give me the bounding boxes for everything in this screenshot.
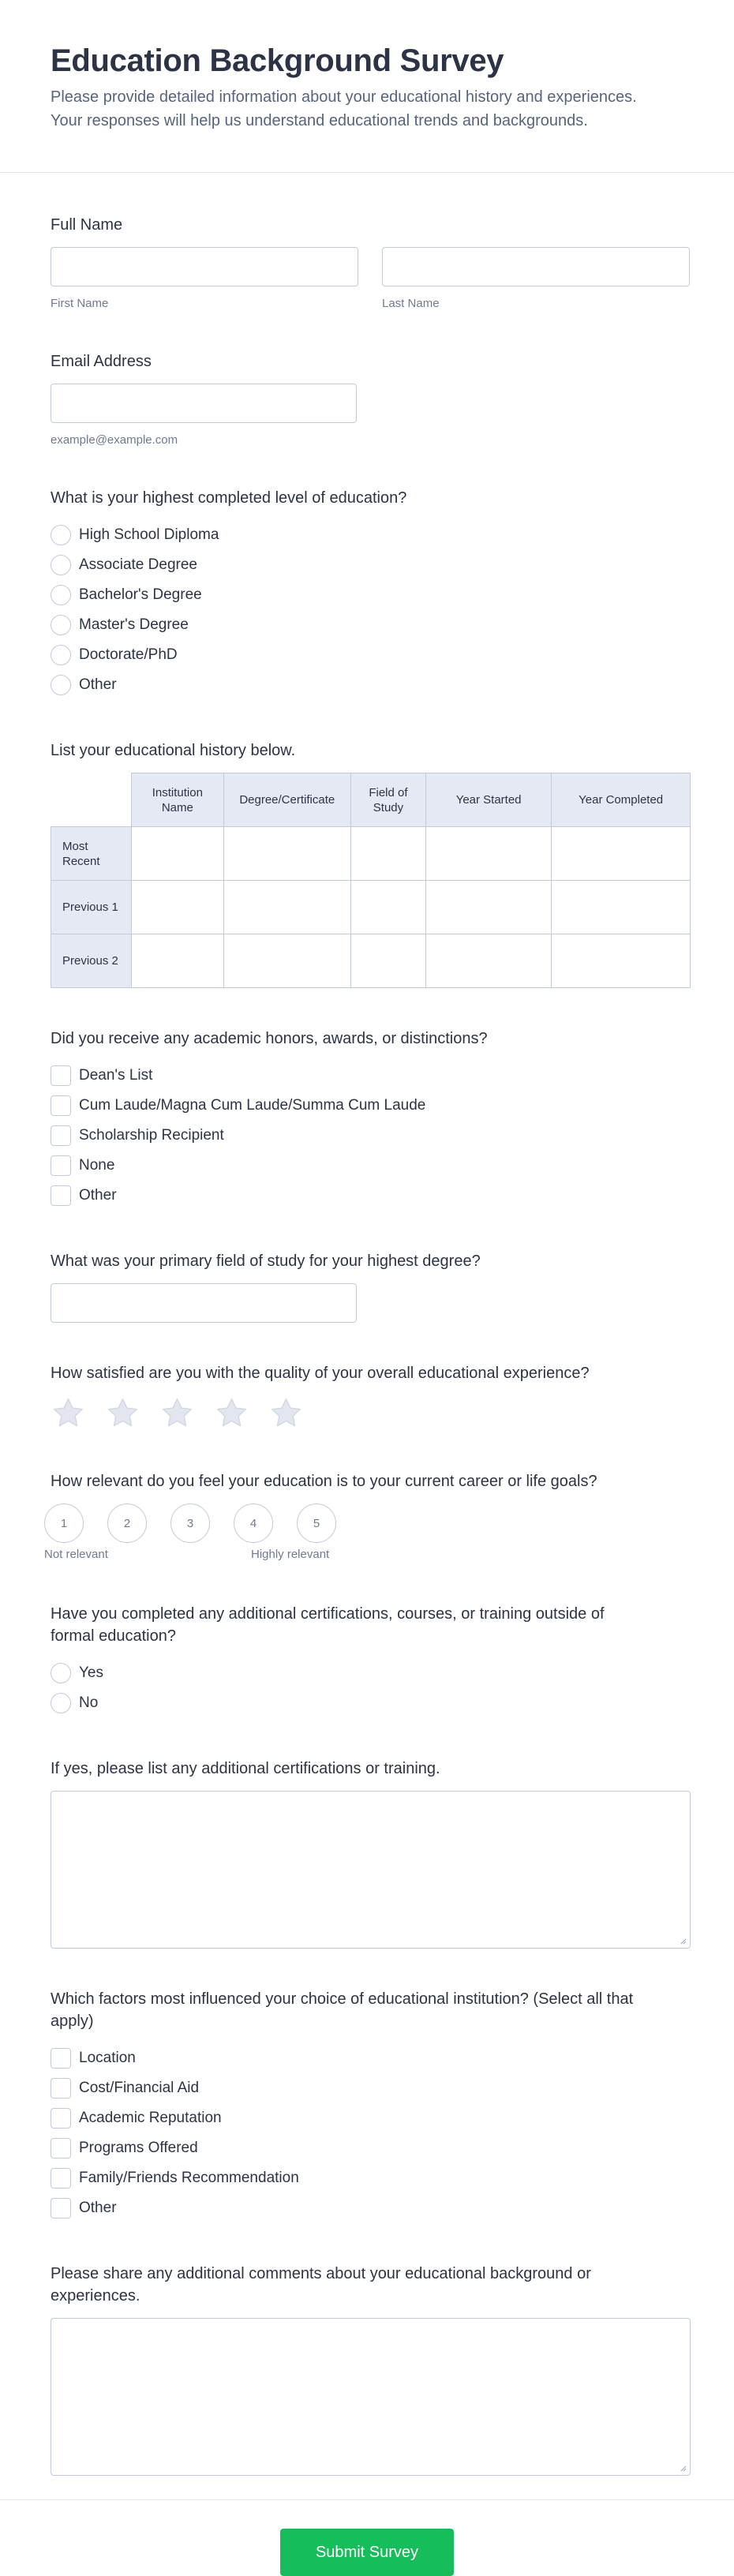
- star-icon[interactable]: [268, 1395, 304, 1431]
- option-label: Other: [79, 1187, 117, 1204]
- checkbox[interactable]: [51, 1125, 71, 1146]
- table-cell-input[interactable]: [132, 827, 223, 881]
- option-label: Yes: [79, 1664, 103, 1681]
- page-title: Education Background Survey: [51, 43, 504, 78]
- honors-field: [51, 1028, 690, 1211]
- honors-option-none[interactable]: [51, 1151, 690, 1181]
- checkbox[interactable]: [51, 2108, 71, 2129]
- relevance-field: [44, 1470, 690, 1563]
- star-icon[interactable]: [51, 1395, 86, 1431]
- radio-button[interactable]: [51, 525, 71, 545]
- scale-labels: [44, 1543, 690, 1563]
- training-option-yes[interactable]: [51, 1658, 690, 1688]
- satisfaction-field: [51, 1362, 690, 1431]
- factor-option-family[interactable]: [51, 2163, 690, 2193]
- option-label: Cost/Financial Aid: [79, 2080, 200, 2096]
- option-label: Family/Friends Recommendation: [79, 2170, 299, 2186]
- option-label: High School Diploma: [79, 526, 219, 543]
- option-label: None: [79, 1157, 115, 1174]
- checkbox[interactable]: [51, 1155, 71, 1176]
- email-input[interactable]: [51, 384, 357, 423]
- table-cell-input[interactable]: [132, 881, 223, 934]
- checkbox[interactable]: [51, 1065, 71, 1086]
- certifications-textarea[interactable]: [51, 1791, 691, 1949]
- training-option-no[interactable]: [51, 1688, 690, 1718]
- last-name-input[interactable]: [382, 247, 690, 286]
- table-cell-input[interactable]: [223, 881, 350, 934]
- comments-textarea[interactable]: [51, 2318, 691, 2476]
- option-label: No: [79, 1694, 99, 1711]
- history-question: List your educational history below.: [51, 742, 296, 759]
- scale-option-5[interactable]: 5: [297, 1503, 336, 1543]
- checkbox[interactable]: [51, 2138, 71, 2159]
- education-level-question: What is your highest completed level of education?: [51, 489, 407, 507]
- factor-option-reputation[interactable]: [51, 2103, 690, 2133]
- table-cell-input[interactable]: [425, 881, 551, 934]
- table-cell-input[interactable]: [350, 934, 425, 988]
- star-icon[interactable]: [105, 1395, 140, 1431]
- row-header: Previous 1: [51, 881, 132, 934]
- checkbox[interactable]: [51, 2078, 71, 2099]
- option-label: Bachelor's Degree: [79, 586, 202, 603]
- radio-button[interactable]: [51, 585, 71, 605]
- factor-option-other[interactable]: [51, 2193, 690, 2223]
- option-label: Associate Degree: [79, 556, 197, 573]
- table-cell-input[interactable]: [350, 881, 425, 934]
- honors-option-scholarship[interactable]: [51, 1121, 690, 1151]
- education-option-other[interactable]: [51, 670, 690, 700]
- certifications-question: If yes, please list any additional certifications or training.: [51, 1760, 440, 1777]
- checkbox[interactable]: [51, 1185, 71, 1206]
- option-label: Programs Offered: [79, 2140, 198, 2156]
- question-line-2: apply): [51, 2012, 94, 2030]
- last-name-sublabel: Last Name: [382, 297, 440, 310]
- page-subtitle: [51, 85, 683, 133]
- table-header-row: [51, 773, 691, 827]
- option-label: Other: [79, 676, 117, 693]
- checkbox[interactable]: [51, 2198, 71, 2218]
- satisfaction-question: How satisfied are you with the quality of your overall educational experience?: [51, 1365, 590, 1382]
- form-header: [0, 0, 734, 173]
- form-content: [0, 214, 734, 2476]
- column-header: Year Started: [425, 773, 551, 827]
- table-cell-input[interactable]: [132, 934, 223, 988]
- resize-grip-icon[interactable]: [679, 1937, 687, 1945]
- option-label: Cum Laude/Magna Cum Laude/Summa Cum Laude: [79, 1097, 426, 1114]
- relevance-question: How relevant do you feel your education is to your current career or life goals?: [51, 1473, 597, 1490]
- star-icon[interactable]: [159, 1395, 195, 1431]
- honors-option-other[interactable]: [51, 1181, 690, 1211]
- table-row: [51, 827, 691, 881]
- radio-button[interactable]: [51, 555, 71, 575]
- radio-button[interactable]: [51, 1663, 71, 1683]
- education-option-high-school[interactable]: [51, 520, 690, 550]
- resize-grip-icon[interactable]: [679, 2464, 687, 2472]
- checkbox[interactable]: [51, 1095, 71, 1116]
- radio-button[interactable]: [51, 675, 71, 695]
- certifications-field: [51, 1758, 690, 1949]
- history-field: [51, 739, 690, 988]
- scale-option-2[interactable]: 2: [107, 1503, 147, 1543]
- question-line-1: Please share any additional comments about your educational background or: [51, 2265, 591, 2282]
- option-label: Location: [79, 2050, 136, 2066]
- table-cell-input[interactable]: [223, 934, 350, 988]
- table-cell-input[interactable]: [425, 934, 551, 988]
- factors-field: [51, 1988, 690, 2223]
- table-cell-input[interactable]: [552, 934, 691, 988]
- comments-question: [51, 2263, 690, 2307]
- education-option-doctorate[interactable]: [51, 640, 690, 670]
- option-label: Dean's List: [79, 1067, 153, 1084]
- field-of-study-field: [51, 1250, 690, 1323]
- table-cell-input[interactable]: [552, 881, 691, 934]
- column-header: Institution Name: [132, 773, 223, 827]
- field-of-study-input[interactable]: [51, 1283, 357, 1323]
- option-label: Scholarship Recipient: [79, 1127, 224, 1144]
- scale-high-label: Highly relevant: [251, 1548, 330, 1561]
- honors-option-cum-laude[interactable]: [51, 1091, 690, 1121]
- full-name-label: Full Name: [51, 216, 123, 234]
- history-table: [51, 773, 691, 988]
- table-row: [51, 881, 691, 934]
- question-line-2: formal education?: [51, 1627, 176, 1645]
- honors-option-deans-list[interactable]: [51, 1061, 690, 1091]
- row-header: Most Recent: [51, 827, 132, 881]
- table-cell-input[interactable]: [223, 827, 350, 881]
- question-line-1: Which factors most influenced your choice of educational institution? (Select all that: [51, 1990, 634, 2008]
- additional-training-question: [51, 1603, 690, 1647]
- factor-option-location[interactable]: [51, 2043, 690, 2073]
- table-cell-input[interactable]: [425, 827, 551, 881]
- radio-button[interactable]: [51, 615, 71, 635]
- comments-field: [51, 2263, 690, 2476]
- table-cell-input[interactable]: [350, 827, 425, 881]
- table-corner: [51, 773, 132, 827]
- honors-question: Did you receive any academic honors, awards, or distinctions?: [51, 1030, 488, 1047]
- first-name-sublabel: First Name: [51, 297, 109, 310]
- subtitle-line-1: Please provide detailed information about your educational history and experiences.: [51, 88, 637, 106]
- full-name-field: [51, 214, 690, 311]
- education-option-associate[interactable]: [51, 550, 690, 580]
- option-label: Doctorate/PhD: [79, 646, 178, 663]
- question-line-1: Have you completed any additional certifications, courses, or training outside of: [51, 1605, 605, 1623]
- column-header: Year Completed: [552, 773, 691, 827]
- submit-button[interactable]: Submit Survey: [280, 2529, 454, 2576]
- relevance-scale: [44, 1503, 690, 1543]
- form-footer: [0, 2499, 734, 2576]
- factor-option-programs[interactable]: [51, 2133, 690, 2163]
- scale-option-4[interactable]: 4: [234, 1503, 273, 1543]
- education-option-bachelor[interactable]: [51, 580, 690, 610]
- field-of-study-question: What was your primary field of study for your highest degree?: [51, 1252, 481, 1270]
- education-level-field: [51, 487, 690, 700]
- education-level-options: [51, 520, 690, 700]
- scale-option-1[interactable]: 1: [44, 1503, 84, 1543]
- scale-option-3[interactable]: 3: [170, 1503, 210, 1543]
- checkbox[interactable]: [51, 2048, 71, 2069]
- first-name-input[interactable]: [51, 247, 358, 286]
- email-field: [51, 350, 690, 447]
- star-icon[interactable]: [214, 1395, 249, 1431]
- star-rating: [51, 1395, 690, 1431]
- row-header: Previous 2: [51, 934, 132, 988]
- factors-question: [51, 1988, 690, 2032]
- column-header: Field of Study: [350, 773, 425, 827]
- radio-button[interactable]: [51, 645, 71, 665]
- additional-training-field: [51, 1603, 690, 1718]
- question-line-2: experiences.: [51, 2287, 140, 2305]
- table-row: [51, 934, 691, 988]
- option-label: Master's Degree: [79, 616, 189, 633]
- education-option-master[interactable]: [51, 610, 690, 640]
- checkbox[interactable]: [51, 2168, 71, 2188]
- column-header: Degree/Certificate: [223, 773, 350, 827]
- radio-button[interactable]: [51, 1693, 71, 1713]
- option-label: Other: [79, 2200, 117, 2216]
- subtitle-line-2: Your responses will help us understand educational trends and backgrounds.: [51, 112, 588, 129]
- email-label: Email Address: [51, 353, 152, 370]
- factor-option-cost[interactable]: [51, 2073, 690, 2103]
- scale-low-label: Not relevant: [44, 1548, 108, 1561]
- email-sublabel: example@example.com: [51, 433, 178, 447]
- option-label: Academic Reputation: [79, 2110, 222, 2126]
- table-cell-input[interactable]: [552, 827, 691, 881]
